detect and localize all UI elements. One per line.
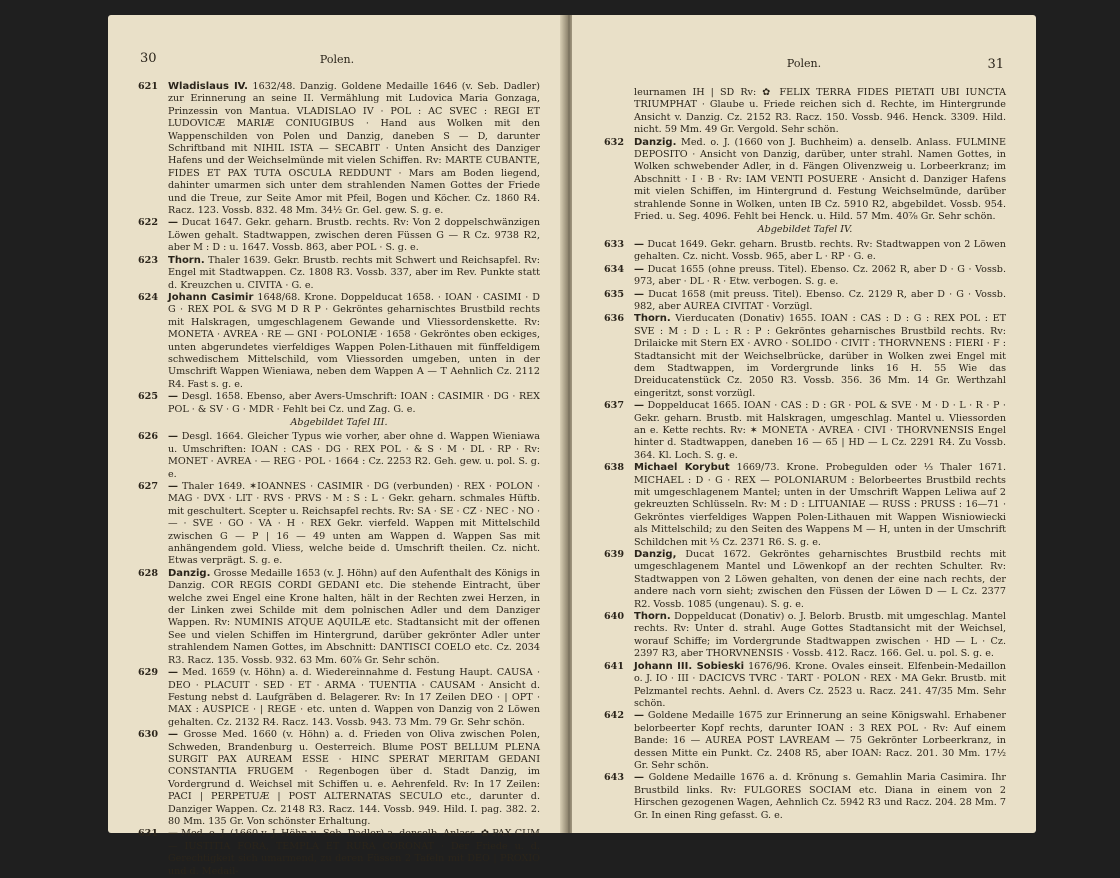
book-spread <box>108 15 1036 877</box>
entry-ruler: Thorn. <box>168 254 205 266</box>
entry-number: 635 <box>604 288 625 300</box>
entry-description: Desgl. 1658. Ebenso, aber Avers-Umschrift: IOAN : CASIMIR · DG · REX POL · & SV · G · MDR · Fehlt bei Cz. und Zag. G. e. <box>168 391 540 415</box>
catalog-entry <box>138 828 540 878</box>
catalog-entry <box>604 611 1006 661</box>
entry-number: 628 <box>138 567 159 579</box>
plate-reference: Abgebildet Tafel III. <box>290 416 388 428</box>
entry-number: 630 <box>138 729 159 741</box>
entry-description: Ducat 1655 (ohne preuss. Titel). Ebenso. Cz. 2062 R, aber D · G · Vossb. 973, aber · DL · R · Etw. verbogen. S. g. e. <box>634 263 1006 288</box>
catalog-entry <box>604 772 1006 822</box>
entry-description: Med. o. J. (1660 von J. Buchheim) a. denselb. Anlass. FULMINE DEPOSITO · Ansicht von Danzig, darüber, unter strahl. Namen Gottes, in Wolken schwebender Adler, in d. Fängen Olivenzweig u. Lorbeerkranz; im Abschnitt · I · B · Rv: IAM VENTI POSUERE · Ansicht d. Danziger Hafens mit vielen Schiffen, im Hintergrund d. Festung Weichselmünde, darüber strahlende Sonne in Wolken, unten IB Cz. 5910 R2, abgebildet. Vossb. 954. Fried. u. Seg. 4096. Fehlt bei Henck. u. Hild. 57 Mm. 40⅞ Gr. Sehr schön. <box>634 136 1006 223</box>
entry-ruler: — <box>168 481 178 492</box>
entry-number: 643 <box>604 772 625 784</box>
entry-ruler: Michael Korybut <box>634 462 730 474</box>
right-column <box>604 87 1006 822</box>
catalog-entry <box>604 264 1006 289</box>
catalog-entry <box>604 400 1006 462</box>
entry-description: Thaler 1639. Gekr. Brustb. rechts mit Schwert und Reichsapfel. Rv: Engel mit Stadtwappen. Cz. 1808 R3. Vossb. 337, aber im Rev. Punkte statt d. Kreuzchen u. CIVITA · G. e. <box>168 254 540 291</box>
catalog-entry <box>138 667 540 729</box>
entry-description: Med. o. J. (1660 v. J. Höhn u. Seb. Dadler) a. denselb. Anlass. ✿ PAX CUM — IUSTITIA FORA, TEMPLA ET RURA CORONAT · Der Friede u. d. Gerechtigkeit sich umarmend, zu deren Füssen 2 Tafeln mit DEO | PROXIO und d. Medail- <box>168 828 540 877</box>
entry-description: Ducat 1649. Gekr. geharn. Brustb. rechts. Rv: Stadtwappen von 2 Löwen gehalten. Cz. nicht. Vossb. 965, aber L · RP · G. e. <box>634 238 1006 263</box>
page-number: 30 <box>140 51 157 66</box>
entry-description: 1676/96. Krone. Ovales einseit. Elfenbein-Medaillon o. J. IO · III · DACICVS TVRC · TART · POLON · REX · MA Gekr. Brustb. mit Pelzmantel rechts. Aehnl. d. Avers Cz. 2523 u. Racz. 241. 47/35 Mm. Sehr schön. <box>634 660 1006 709</box>
entry-ruler: Danzig. <box>168 567 211 579</box>
entry-description: 1669/73. Krone. Probegulden oder ⅓ Thaler 1671. MICHAEL : D · G · REX — POLONIARUM : Belorbeertes Brustbild rechts mit umgeschlagenem Mantel; unten in der Umschrift Wappen Leliwa auf 2 gekreuzten Schlüsseln. Rv: M : D : LITUANIAE — RUSS : PRUSS : 16—71 · Gekröntes vierfeldiges Wappen Polen-Lithauen mit Wappen Wisniowiecki als Mittelschild; zu den Seiten des Wappens M — H, unten in der Umschrift Schildchen mit ⅓ Cz. 2371 R6. S. g. e. <box>634 462 1006 548</box>
catalog-entry <box>604 549 1006 611</box>
entry-description: Ducat 1672. Gekröntes geharnischtes Brustbild rechts mit umgeschlagenem Mantel und Löwenkopf an der rechten Schulter. Rv: Stadtwappen von 2 Löwen gehalten, von denen der eine nach rechts, der andere nach vorn sieht; zwischen den Füssen der Löwen D — L Cz. 2377 R2. Vossb. 1085 (ungenau). S. g. e. <box>634 549 1006 610</box>
entry-number: 636 <box>604 313 625 325</box>
entry-number: 625 <box>138 391 159 403</box>
entry-description: Grosse Medaille 1653 (v. J. Höhn) auf den Aufenthalt des Königs in Danzig. COR REGIS CORDI GEDANI etc. Die stehende Eintracht, über welche zwei Engel eine Krone halten, hält in der Rechten zwei Herzen, in der Linken zwei Schilde mit dem polnischen Adler und dem Danziger Wappen. Rv: NUMINIS ATQUE AQUILÆ etc. Stadtansicht mit der offenen See und vielen Schiffen im Hintergrund, darüber gekrönter Adler unter strahlendem Namen Gottes, im Abschnitt: DANTISCI COELO etc. Cz. 2034 R3. Racz. 135. Vossb. 932. 63 Mm. 60⅞ Gr. Sehr schön. <box>168 567 540 666</box>
entry-description: Desgl. 1664. Gleicher Typus wie vorher, aber ohne d. Wappen Wieniawa u. Umschriften: IOAN : CAS · DG · REX POL · & S · M · DL · RP · Rv: MONET · AVREA · — REG · POL · 1664 : Cz. 2253 R2. Geh. gew. u. pol. S. g. e. <box>168 431 540 480</box>
entry-ruler: — <box>634 400 644 412</box>
entry-ruler: Wladislaus IV. <box>168 81 248 92</box>
entry-ruler: — <box>168 391 178 403</box>
entry-number: 639 <box>604 549 625 561</box>
entry-ruler: Johann Casimir <box>168 291 254 303</box>
page-number: 31 <box>987 57 1004 72</box>
entry-ruler: — <box>634 772 644 784</box>
entry-number: 642 <box>604 710 625 722</box>
running-head: Polen. <box>319 53 355 66</box>
catalog-entry <box>138 391 540 416</box>
left-column <box>138 81 540 878</box>
catalog-entry <box>138 292 540 391</box>
catalog-entry <box>138 481 540 568</box>
entry-description: Doppelducat (Donativ) o. J. Belorb. Brustb. mit umgeschlag. Mantel rechts. Rv: Unter d. strahl. Auge Gottes Stadtansicht mit der Weichsel, worauf Schiffe; im Vordergrunde Stadtwappen zwischen · HD — L · Cz. 2397 R3, aber THORVNENSIS · Vossb. 412. Racz. 166. Gel. u. pol. S. g. e. <box>634 611 1006 660</box>
entry-ruler: Johann III. Sobieski <box>634 660 745 672</box>
entry-description: Grosse Med. 1660 (v. Höhn) a. d. Frieden von Oliva zwischen Polen, Schweden, Brandenburg u. Oesterreich. Blume POST BELLUM PLENA SURGIT PAX AUREAM ESSE · HINC SPERAT MERITAM GEDANI CONSTANTIA FRUGEM · Regenbogen über d. Stadt Danzig, im Vordergrund d. Weichsel mit Schiffen u. e. Aehrenfeld. Rv: In 17 Zeilen: PACI | PERPETUÆ | POST ALTERNATAS SECULO etc., darunter d. Danziger Wappen. Cz. 2148 R3. Racz. 144. Vossb. 949. Hild. I. pag. 382. 2. 80 Mm. 135 Gr. Von schönster Erhaltung. <box>168 729 540 827</box>
entry-description: Doppelducat 1665. IOAN · CAS : D : GR · POL & SVE · M · D · L · R · P · Gekr. geharn. Brustb. mit Halskragen, umgeschlag. Mantel u. Vliessorden an e. Kette rechts. Rv: ✶ MONETA · AVREA · CIVI · THORVNENSIS Engel hinter d. Stadtwappen, daneben 16 — 65 | HD — L Cz. 2291 R4. Zu Vossb. 364. Kl. Loch. S. g. e. <box>634 400 1006 461</box>
left-page <box>108 15 566 877</box>
entry-description: Thaler 1649. ✶IOANNES · CASIMIR · DG (verbunden) · REX · POLON · MAG · DVX · LIT · RVS · PRVS · M : S : L · Gekr. geharn. schmales Hüftb. mit geschultert. Scepter u. Reichsapfel rechts. Rv: SA · SE · CZ · NEC · NO · — · SVE · GO · VA · H · REX Gekr. vierfeld. Wappen mit Mittelschild zwischen G — P | 16 — 49 unten am Wappen d. Wappen Sas mit anhängendem gold. Vliess, welche beide d. Umschrift theilen. Cz. nicht. Etwas verprägt. S. g. e. <box>168 481 540 567</box>
entry-number: 626 <box>138 431 159 443</box>
catalog-entry <box>604 313 1006 400</box>
catalog-entry <box>604 710 1006 772</box>
plate-reference: Abgebildet Tafel IV. <box>757 224 853 236</box>
entry-number: 627 <box>138 481 159 492</box>
entry-ruler: Danzig. <box>634 136 677 148</box>
entry-ruler: — <box>168 217 178 229</box>
entry-description: Vierducaten (Donativ) 1655. IOAN : CAS : D : G : REX POL : ET SVE : M : D : L : R : P : Gekröntes geharnisches Brustbild rechts. Rv: Drilaicke mit Stern EX · AVRO · SOLIDO · CIVIT : THORVNENS : FIERI · F : Stadtansicht mit der Weichselbrücke, darüber in Wolken zwei Engel mit dem Stadtwappen, im Vordergrunde links 16 H. 55 Wie das Dreiducatenstück Cz. 2050 R3. Vossb. 356. 36 Mm. 14 Gr. Werthzahl eingeritzt, sonst vorzügl. <box>634 313 1006 399</box>
entry-ruler: — <box>634 288 644 300</box>
running-head: Polen. <box>786 57 822 70</box>
entry-description: Med. 1659 (v. Höhn) a. d. Wiedereinnahme d. Festung Haupt. CAUSA · DEO · PLACUIT · SED · ET · ARMA · TUENTIA · CAUSAM · Ansicht d. Festung nebst d. Laufgräben d. Belagerer. Rv: In 17 Zeilen DEO · | OPT · MAX : AUSPICE · | REGE · etc. unten d. Wappen von Danzig von 2 Löwen gehalten. Cz. 2132 R4. Racz. 143. Vossb. 943. 73 Mm. 79 Gr. Sehr schön. <box>168 667 540 728</box>
catalog-entry <box>138 217 540 254</box>
entry-number: 641 <box>604 660 625 672</box>
entry-number: 623 <box>138 254 159 266</box>
entry-number: 624 <box>138 291 159 303</box>
entry-ruler: Danzig, <box>634 549 677 561</box>
catalog-entry <box>138 729 540 828</box>
entry-ruler: — <box>634 263 644 275</box>
catalog-entry <box>604 462 1006 549</box>
entry-description: 1648/68. Krone. Doppelducat 1658. · IOAN · CASIMI · D G · REX POL & SVG M D R P · Gekröntes geharnischtes Brustbild rechts mit Halskragen, umgeschlagenem Gewande und Vliessordenskette. Rv: MONETA · AVREA · RE — GNI · POLONIÆ · 1658 · Gekröntes oben eckiges, unten abgerundetes vierfeldiges Wappen Polen-Lithauen mit fünffeldigem schwedischem Mittelschild, vom Vliessorden umgeben, unten in der Umschrift Wappen Wieniawa, neben dem Wappen A — T Aehnlich Cz. 2112 R4. Fast s. g. e. <box>168 291 540 390</box>
entry-number: 640 <box>604 611 625 623</box>
entry-description: Ducat 1658 (mit preuss. Titel). Ebenso. Cz. 2129 R, aber D · G · Vossb. 982, aber AUREA CIVITAT · Vorzügl. <box>634 288 1006 312</box>
entry-number: 634 <box>604 263 625 275</box>
entry-ruler: — <box>168 729 178 741</box>
entry-number: 632 <box>604 136 625 148</box>
catalog-entry <box>138 431 540 481</box>
entry-number: 622 <box>138 217 159 229</box>
entry-number: 637 <box>604 400 625 412</box>
catalog-entry <box>604 661 1006 711</box>
entry-description: 1632/48. Danzig. Goldene Medaille 1646 (v. Seb. Dadler) zur Erinnerung an seine II. Vermählung mit Ludovica Maria Gonzaga, Prinzessin von Mantua. VLADISLAO IV · POL : AC SVEC : REGI ET LUDOVICÆ MARIÆ CONIUGIBUS · Hand aus Wolken mit den Wappenschilden von Polen und Danzig, daneben S — D, darunter Schriftband mit NIHIL ISTA — SECABIT · Unten Ansicht des Danziger Hafens und der Weichselmünde mit vielen Schiffen. Rv: MARTE CUBANTE, FIDES ET PAX TUTA OSCULA REDDUNT · Mars am Boden liegend, dahinter umarmen sich unter dem strahlenden Namen Gottes der Friede und die Treue, zur Seite Amor mit Pfeil, Bogen und Köcher. Cz. 1860 R4. Racz. 123. Vossb. 832. 48 Mm. 34½ Gr. Gel. gew. S. g. e. <box>168 81 541 217</box>
entry-ruler: Thorn. <box>634 611 671 623</box>
right-page <box>572 15 1036 833</box>
entry-ruler: — <box>168 431 178 443</box>
entry-number: 629 <box>138 667 159 679</box>
entry-ruler: Thorn. <box>634 313 671 325</box>
catalog-entry <box>138 81 540 217</box>
catalog-entry <box>138 255 540 292</box>
catalog-entry <box>604 289 1006 314</box>
entry-ruler: — <box>168 828 178 840</box>
entry-continuation: leurnamen IH | SD Rv: ✿ FELIX TERRA FIDES PIETATI UBI IUNCTA TRIUMPHAT · Glaube u. Friede reichen sich d. Rechte, im Hintergrunde Ansicht v. Danzig. Cz. 2152 R3. Racz. 150. Vossb. 946. Henck. 3309. Hild. nicht. 59 Mm. 49 Gr. Vergold. Sehr schön. <box>634 87 1006 136</box>
entry-number: 631 <box>138 828 159 840</box>
entry-description: Goldene Medaille 1676 a. d. Krönung s. Gemahlin Maria Casimira. Ihr Brustbild links. Rv: FULGORES SOCIAM etc. Diana in einem von 2 Hirschen gezogenen Wagen, Aehnlich Cz. 5942 R3 und Racz. 204. 28 Mm. 7 Gr. In einen Ring gefasst. G. e. <box>634 772 1006 821</box>
entry-ruler: — <box>168 667 178 679</box>
entry-ruler: — <box>634 710 644 722</box>
entry-number: 633 <box>604 238 625 250</box>
entry-number: 621 <box>138 81 159 92</box>
entry-number: 638 <box>604 462 625 474</box>
entry-description: Ducat 1647. Gekr. geharn. Brustb. rechts. Rv: Von 2 doppelschwänzigen Löwen gehalt. Stadtwappen, zwischen deren Füssen G — R Cz. 9738 R2, aber M : D : u. 1647. Vossb. 863, aber POL · S. g. e. <box>168 217 540 254</box>
catalog-entry <box>138 568 540 667</box>
catalog-entry <box>604 137 1006 224</box>
entry-description: Goldene Medaille 1675 zur Erinnerung an seine Königswahl. Erhabener belorbeerter Kopf rechts, darunter IOAN : 3 REX POL · Rv: Auf einem Bande: 16 — AUREA POST LAVREAM — 75 Gekrönter Lorbeerkranz, in dessen Mitte ein Punkt. Cz. 2408 R5, aber IOAN: Racz. 201. 30 Mm. 17½ Gr. Sehr schön. <box>634 710 1006 771</box>
entry-ruler: — <box>634 238 644 250</box>
catalog-entry <box>604 239 1006 264</box>
